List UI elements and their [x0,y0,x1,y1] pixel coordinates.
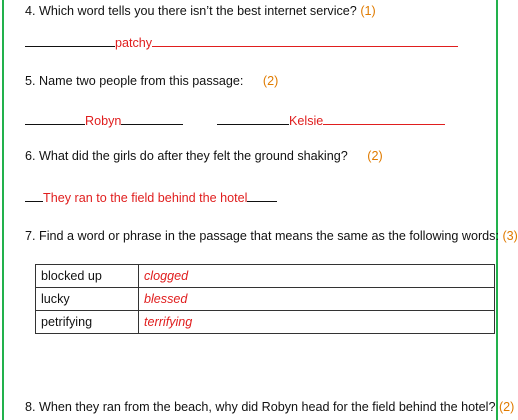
question-marks: (2) [262,74,279,88]
table-row [36,265,495,288]
answer-q4: patchy [115,36,153,50]
question-number: 4. [25,4,36,18]
answer-line-6[interactable] [25,189,277,205]
question-5 [25,74,278,88]
table-meaning[interactable]: terrifying [139,311,495,334]
question-number: 8. [25,400,36,414]
question-text: When they ran from the beach, why did Robyn head for the field behind the hotel? [39,400,496,414]
answer-q5-a: Robyn [85,114,122,128]
question-text: Name two people from this passage: [39,74,244,88]
page-border-right [496,0,498,420]
answer-line-4[interactable] [25,34,458,50]
table-meaning[interactable]: blessed [139,288,495,311]
question-marks: (2) [498,400,515,414]
question-marks: (1) [360,4,376,18]
question-marks: (3) [502,229,518,243]
question-text: Which word tells you there isn’t the best internet service? [39,4,357,18]
question-6 [25,149,383,163]
question-8 [25,400,514,414]
question-number: 6. [25,149,36,163]
question-4 [25,4,376,18]
word-meaning-table [35,264,495,334]
answer-q5-b: Kelsie [289,114,324,128]
question-7 [25,229,518,243]
question-text: What did the girls do after they felt the ground shaking? [39,149,348,163]
table-word: lucky [36,288,139,311]
question-number: 7. [25,229,36,243]
answer-q6: They ran to the field behind the hotel [43,191,248,205]
table-word: blocked up [36,265,139,288]
page-border-left [2,0,4,420]
answer-line-5a[interactable] [25,112,183,128]
question-number: 5. [25,74,36,88]
answer-line-5b[interactable] [217,112,445,128]
table-word: petrifying [36,311,139,334]
table-row [36,311,495,334]
table-meaning[interactable]: clogged [139,265,495,288]
question-text: Find a word or phrase in the passage that means the same as the following words: [39,229,499,243]
question-marks: (2) [367,149,383,163]
table-row [36,288,495,311]
